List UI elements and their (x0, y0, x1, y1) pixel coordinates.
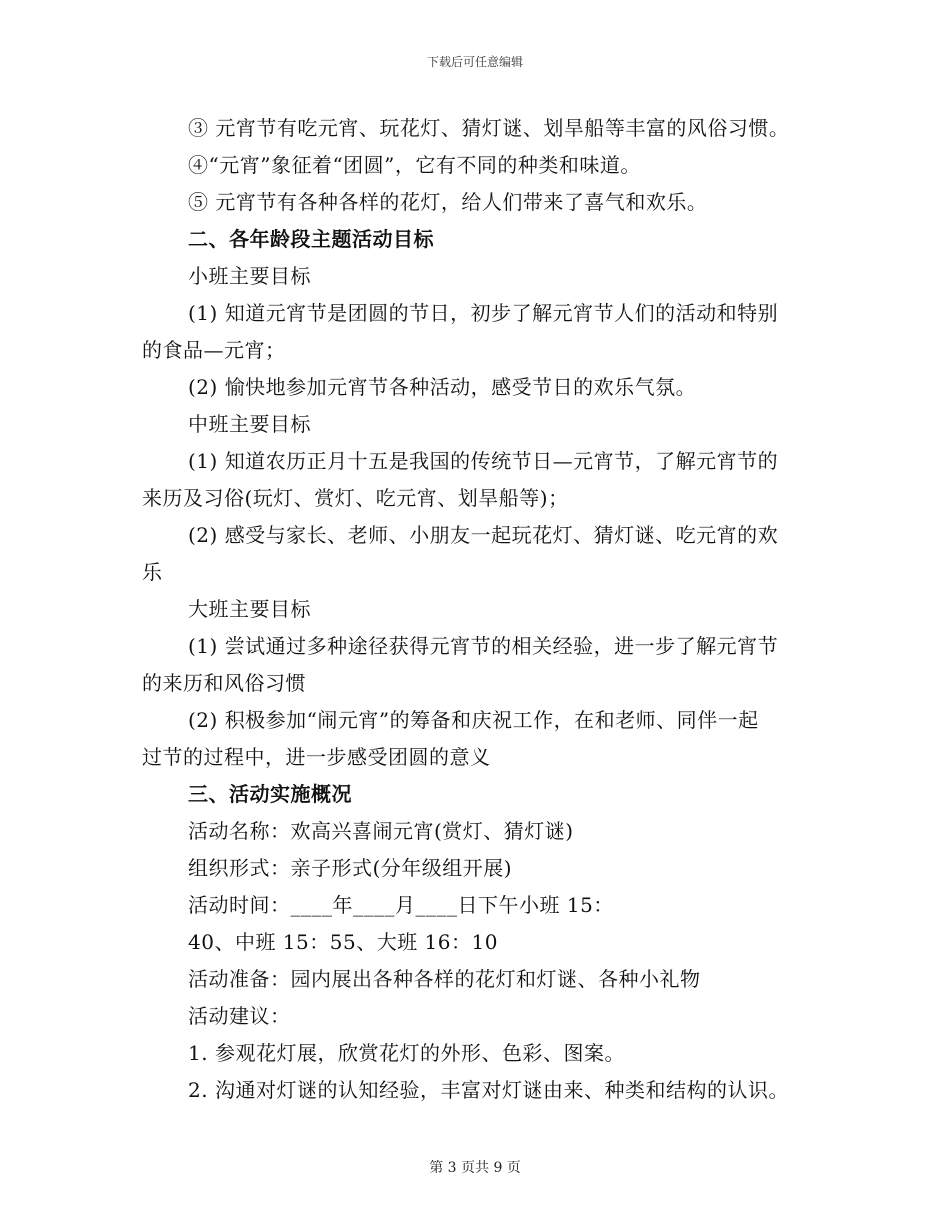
text-line: 来历及习俗(玩灯、赏灯、吃元宵、划旱船等)； (142, 486, 569, 510)
text-line: ③ 元宵节有吃元宵、玩花灯、猜灯谜、划旱船等丰富的风俗习惯。 (188, 116, 790, 140)
text-line: 活动时间：____年____月____日下午小班 15： (188, 893, 614, 917)
text-line: 组织形式：亲子形式(分年级组开展) (188, 856, 513, 880)
text-line: 活动建议： (188, 1004, 291, 1028)
text-line: (2) 感受与家长、老师、小朋友一起玩花灯、猜灯谜、吃元宵的欢 (188, 523, 779, 547)
text-line: ⑤ 元宵节有各种各样的花灯，给人们带来了喜气和欢乐。 (188, 190, 708, 214)
text-line: 1. 参观花灯展，欣赏花灯的外形、色彩、图案。 (188, 1041, 625, 1065)
text-line: ④“元宵”象征着“团圆”，它有不同的种类和味道。 (188, 153, 641, 177)
section-heading: 二、各年龄段主题活动目标 (188, 227, 434, 251)
text-line: 乐 (142, 560, 163, 584)
text-line: 2. 沟通对灯谜的认知经验，丰富对灯谜由来、种类和结构的认识。 (188, 1078, 789, 1102)
text-line: 活动准备：园内展出各种各样的花灯和灯谜、各种小礼物 (188, 967, 701, 991)
page-header: 下载后可任意编辑 (426, 55, 523, 69)
text-line: (1) 尝试通过多种途径获得元宵节的相关经验，进一步了解元宵节 (188, 634, 779, 658)
text-line: 大班主要目标 (188, 597, 311, 621)
section-heading: 三、活动实施概况 (188, 782, 352, 806)
text-line: 活动名称：欢高兴喜闹元宵(赏灯、猜灯谜) (188, 819, 574, 843)
text-line: (1) 知道元宵节是团圆的节日，初步了解元宵节人们的活动和特别 (188, 301, 779, 325)
text-line: (2) 愉快地参加元宵节各种活动，感受节日的欢乐气氛。 (188, 375, 697, 399)
text-line: 中班主要目标 (188, 412, 311, 436)
text-line: 的来历和风俗习惯 (142, 671, 306, 695)
text-line: 40、中班 15：55、大班 16：10 (188, 930, 498, 954)
text-line: (2) 积极参加“闹元宵”的筹备和庆祝工作，在和老师、同伴一起 (188, 708, 759, 732)
text-line: 过节的过程中，进一步感受团圆的意义 (142, 745, 491, 769)
page-footer: 第 3 页共 9 页 (429, 1160, 521, 1176)
text-line: 小班主要目标 (188, 264, 311, 288)
document-body (142, 110, 810, 1109)
text-line: 的食品—元宵； (142, 338, 286, 362)
text-line: (1) 知道农历正月十五是我国的传统节日—元宵节，了解元宵节的 (188, 449, 779, 473)
